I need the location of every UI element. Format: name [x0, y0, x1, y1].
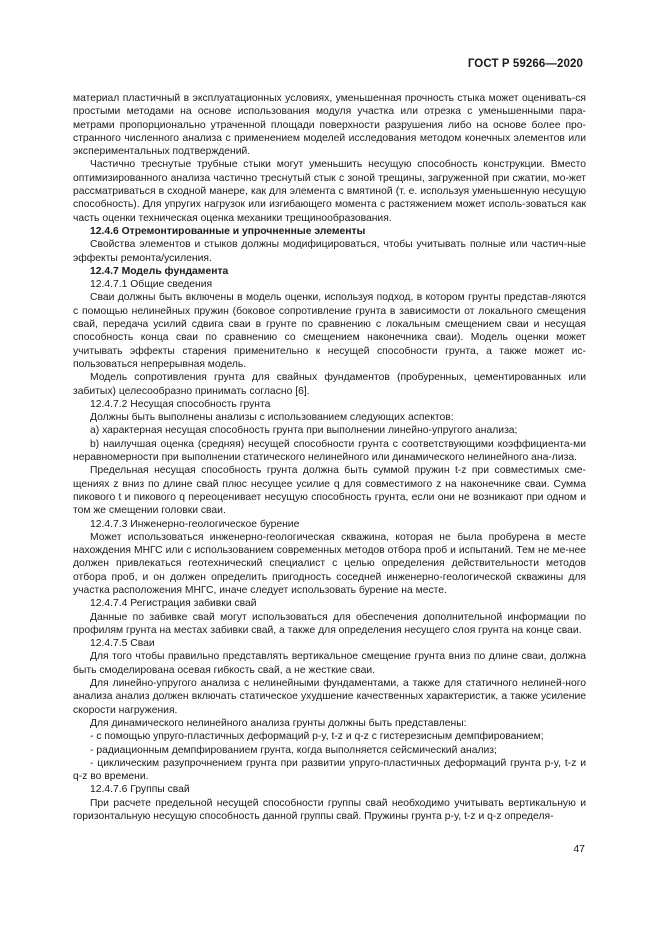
section-heading: 12.4.6 Отремонтированные и упрочненные элементы [90, 225, 366, 237]
paragraph: Для того чтобы правильно представлять вертикальное смещение грунта вниз по длине сваи, должна быть смоделирована осевая гибкость свай, а не жесткие сваи. [73, 651, 586, 676]
list-item: b) наилучшая оценка (средняя) несущей способности грунта с соответствующими коэффициента-ми неравномерности при выполнении статического нелинейного или динамического нелинейного ана-лиза. [73, 438, 586, 464]
subsection-heading: 12.4.7.5 Сваи [90, 638, 155, 650]
subsection-heading: 12.4.7.4 Регистрация забивки свай [90, 598, 257, 610]
paragraph: материал пластичный в эксплуатационных условиях, уменьшенная прочность стыка может оценивать-ся простыми методами на основе использования модуля участка или отрезка с уменьшенными пара-метрами пропорционально утраченной площади поверхности разрушения либо на основе более про-странного численного анализа с применением моделей исследования методом конечных элементов или экспериментальных подтверждений. [73, 93, 586, 158]
list-item: - с помощью упруго-пластичных деформаций p-y, t-z и q-z с гистерезисным демпфированием; [90, 731, 544, 743]
subsection-heading: 12.4.7.2 Несущая способность грунта [90, 398, 271, 410]
paragraph: Должны быть выполнены анализы с использованием следующих аспектов: [90, 412, 454, 424]
standard-header: ГОСТ Р 59266—2020 [467, 58, 583, 70]
page-number: 47 [573, 843, 585, 855]
paragraph: Модель сопротивления грунта для свайных фундаментов (пробуренных, цементированных или забитых) целесообразно принимать согласно [6]. [73, 372, 586, 397]
paragraph: Предельная несущая способность грунта должна быть суммой пружин t-z при совместимых сме-щениях z вниз по длине свай плюс несущее усилие q для совместимого z на наконечнике сваи. Сумма пикового t и пикового q переоценивает несущую способность грунта, если они не возникают при одном и том же смещении головки сваи. [73, 465, 586, 517]
paragraph: Частично треснутые трубные стыки могут уменьшить несущую способность конструкции. Вместо оптимизированного анализа частично треснутый стык с зоной трещины, загруженной при сжатии, мо-жет рассматриваться в сходной манере, как для элемента с вмятиной (т. е. используя уменьшенную несущую способность). Для упругих нагрузок или изгибающего момента с растяжением может исполь-зоваться как часть оценки техническая оценка механики трещинообразования. [73, 159, 586, 224]
subsection-heading: 12.4.7.1 Общие сведения [90, 279, 213, 291]
paragraph: Для динамического нелинейного анализа грунты должны быть представлены: [90, 717, 467, 729]
paragraph: Может использоваться инженерно-геологическая скважина, которая не была пробурена в месте нахождения МНГС или с использованием современных методов отбора проб и испытаний. Тем не ме-нее должен привлекаться геотехнический специалист с целью определения действительности методов отбора проб, и он должен определить пригодность соседней инженерно-геологической скважины для участка расположения МНГС, иначе следует использовать бурение на месте. [73, 531, 586, 596]
paragraph: При расчете предельной несущей способности группы свай необходимо учитывать вертикальную и горизонтальную несущую способность данной группы свай. Пружины грунта p-y, t-z и q-z определя- [73, 797, 586, 823]
subsection-heading: 12.4.7.6 Группы свай [90, 784, 190, 796]
list-item: - радиационным демпфированием грунта, когда выполняется сейсмический анализ; [90, 744, 497, 756]
document-body [73, 92, 586, 823]
section-heading: 12.4.7 Модель фундамента [90, 265, 229, 277]
list-item: - циклическим разупрочнением грунта при развитии упруго-пластичных деформаций грунта p-y, t-z и q-z во времени. [73, 757, 586, 783]
list-item: а) характерная несущая способность грунта при выполнении линейно-упругого анализа; [90, 425, 518, 437]
paragraph: Сваи должны быть включены в модель оценки, используя подход, в котором грунты представ-ляются с помощью нелинейных пружин (боковое сопротивление грунта в зависимости от локального смещения свай, передача усилий сдвига сваи в грунте по сравнению с локальным смещением сваи и несущая способность конца сваи по сравнению со смещением наконечника сваи). Модель оценки может учитывать эффекты старения применительно к несущей способности грунта, а также может ис-пользоваться непрерывная модель. [73, 292, 586, 370]
paragraph: Свойства элементов и стыков должны модифицироваться, чтобы учитывать полные или частич-ные эффекты ремонта/усиления. [73, 239, 586, 264]
paragraph: Для линейно-упругого анализа с нелинейными фундаментами, а также для статичного нелиней-ного анализа анализ должен включать статическое ухудшение качественных характеристик, а также усиление скорости нагружения. [73, 678, 586, 716]
paragraph: Данные по забивке свай могут использоваться для обеспечения дополнительной информации по профилям грунта на местах забивки свай, а также для определения несущего слоя грунта на конце сваи. [73, 611, 586, 636]
subsection-heading: 12.4.7.3 Инженерно-геологическое бурение [90, 518, 300, 530]
